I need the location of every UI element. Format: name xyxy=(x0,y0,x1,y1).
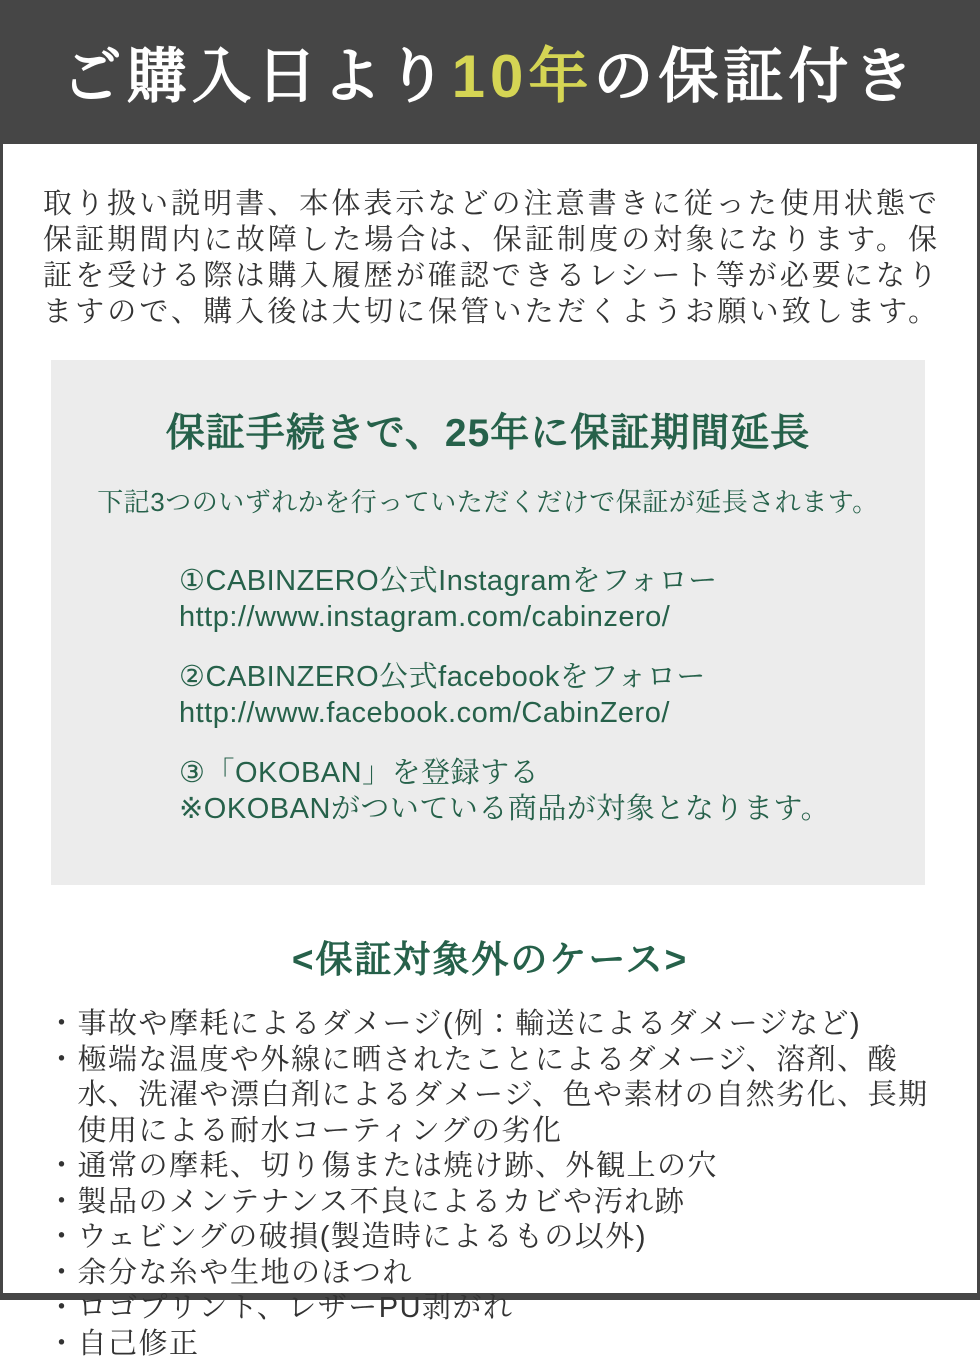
intro-line: 取り扱い説明書、本体表示などの注意書きに従った使用状態で xyxy=(43,186,937,222)
bullet-icon: ・ xyxy=(47,1291,78,1327)
step-url: http://www.instagram.com/cabinzero/ xyxy=(179,599,905,635)
exclusions-title: <保証対象外のケース> xyxy=(3,929,977,983)
step-url: http://www.facebook.com/CabinZero/ xyxy=(179,695,905,731)
step-okoban xyxy=(179,755,905,827)
step-instagram xyxy=(179,563,905,635)
bullet-icon: ・ xyxy=(47,1007,78,1043)
bullet-icon: ・ xyxy=(47,1256,78,1292)
intro-line: 証を受ける際は購入履歴が確認できるレシート等が必要になり xyxy=(43,258,937,294)
exclusion-text: 事故や摩耗によるダメージ(例：輸送によるダメージなど) xyxy=(78,1007,941,1043)
exclusion-item xyxy=(47,1007,941,1043)
exclusion-item xyxy=(47,1220,941,1256)
exclusion-item xyxy=(47,1149,941,1185)
exclusions-list xyxy=(47,1007,941,1362)
exclusion-text: ウェビングの破損(製造時によるもの以外) xyxy=(78,1220,941,1256)
extension-box xyxy=(51,360,925,885)
exclusion-item xyxy=(47,1327,941,1362)
bullet-icon: ・ xyxy=(47,1043,78,1150)
bullet-icon: ・ xyxy=(47,1220,78,1256)
exclusion-text: 極端な温度や外線に晒されたことによるダメージ、溶剤、酸水、洗濯や漂白剤によるダメージ、色や素材の自然劣化、長期使用による耐水コーティングの劣化 xyxy=(78,1043,941,1150)
exclusion-text: ロゴプリント、レザーPU剥がれ xyxy=(78,1291,941,1327)
step-note: ※OKOBANがついている商品が対象となります。 xyxy=(179,791,905,827)
bullet-icon: ・ xyxy=(47,1185,78,1221)
exclusion-item xyxy=(47,1043,941,1150)
exclusion-text: 自己修正 xyxy=(78,1327,941,1362)
intro-paragraph xyxy=(43,186,937,330)
step-label: ③「OKOBAN」を登録する xyxy=(179,755,905,791)
header-banner xyxy=(0,0,980,144)
exclusion-text: 通常の摩耗、切り傷または焼け跡、外観上の穴 xyxy=(78,1149,941,1185)
extension-steps xyxy=(179,563,905,827)
extension-title: 保証手続きで、25年に保証期間延長 xyxy=(51,402,925,458)
step-facebook xyxy=(179,659,905,731)
exclusion-text: 製品のメンテナンス不良によるカビや汚れ跡 xyxy=(78,1185,941,1221)
step-label: ①CABINZERO公式Instagramをフォロー xyxy=(179,563,905,599)
intro-line: 保証期間内に故障した場合は、保証制度の対象になります。保 xyxy=(43,222,937,258)
extension-subtitle: 下記3つのいずれかを行っていただくだけで保証が延長されます。 xyxy=(61,482,915,519)
bullet-icon: ・ xyxy=(47,1149,78,1185)
step-label: ②CABINZERO公式facebookをフォロー xyxy=(179,659,905,695)
exclusion-text: 余分な糸や生地のほつれ xyxy=(78,1256,941,1292)
exclusion-item xyxy=(47,1291,941,1327)
bullet-icon: ・ xyxy=(47,1327,78,1362)
exclusion-item xyxy=(47,1256,941,1292)
title-highlight: 10年 xyxy=(452,43,594,110)
page-title xyxy=(62,29,919,115)
title-suffix: の保証付き xyxy=(593,43,918,110)
exclusion-item xyxy=(47,1185,941,1221)
title-prefix: ご購入日より xyxy=(62,43,452,110)
intro-line: ますので、購入後は大切に保管いただくようお願い致します。 xyxy=(43,294,937,330)
